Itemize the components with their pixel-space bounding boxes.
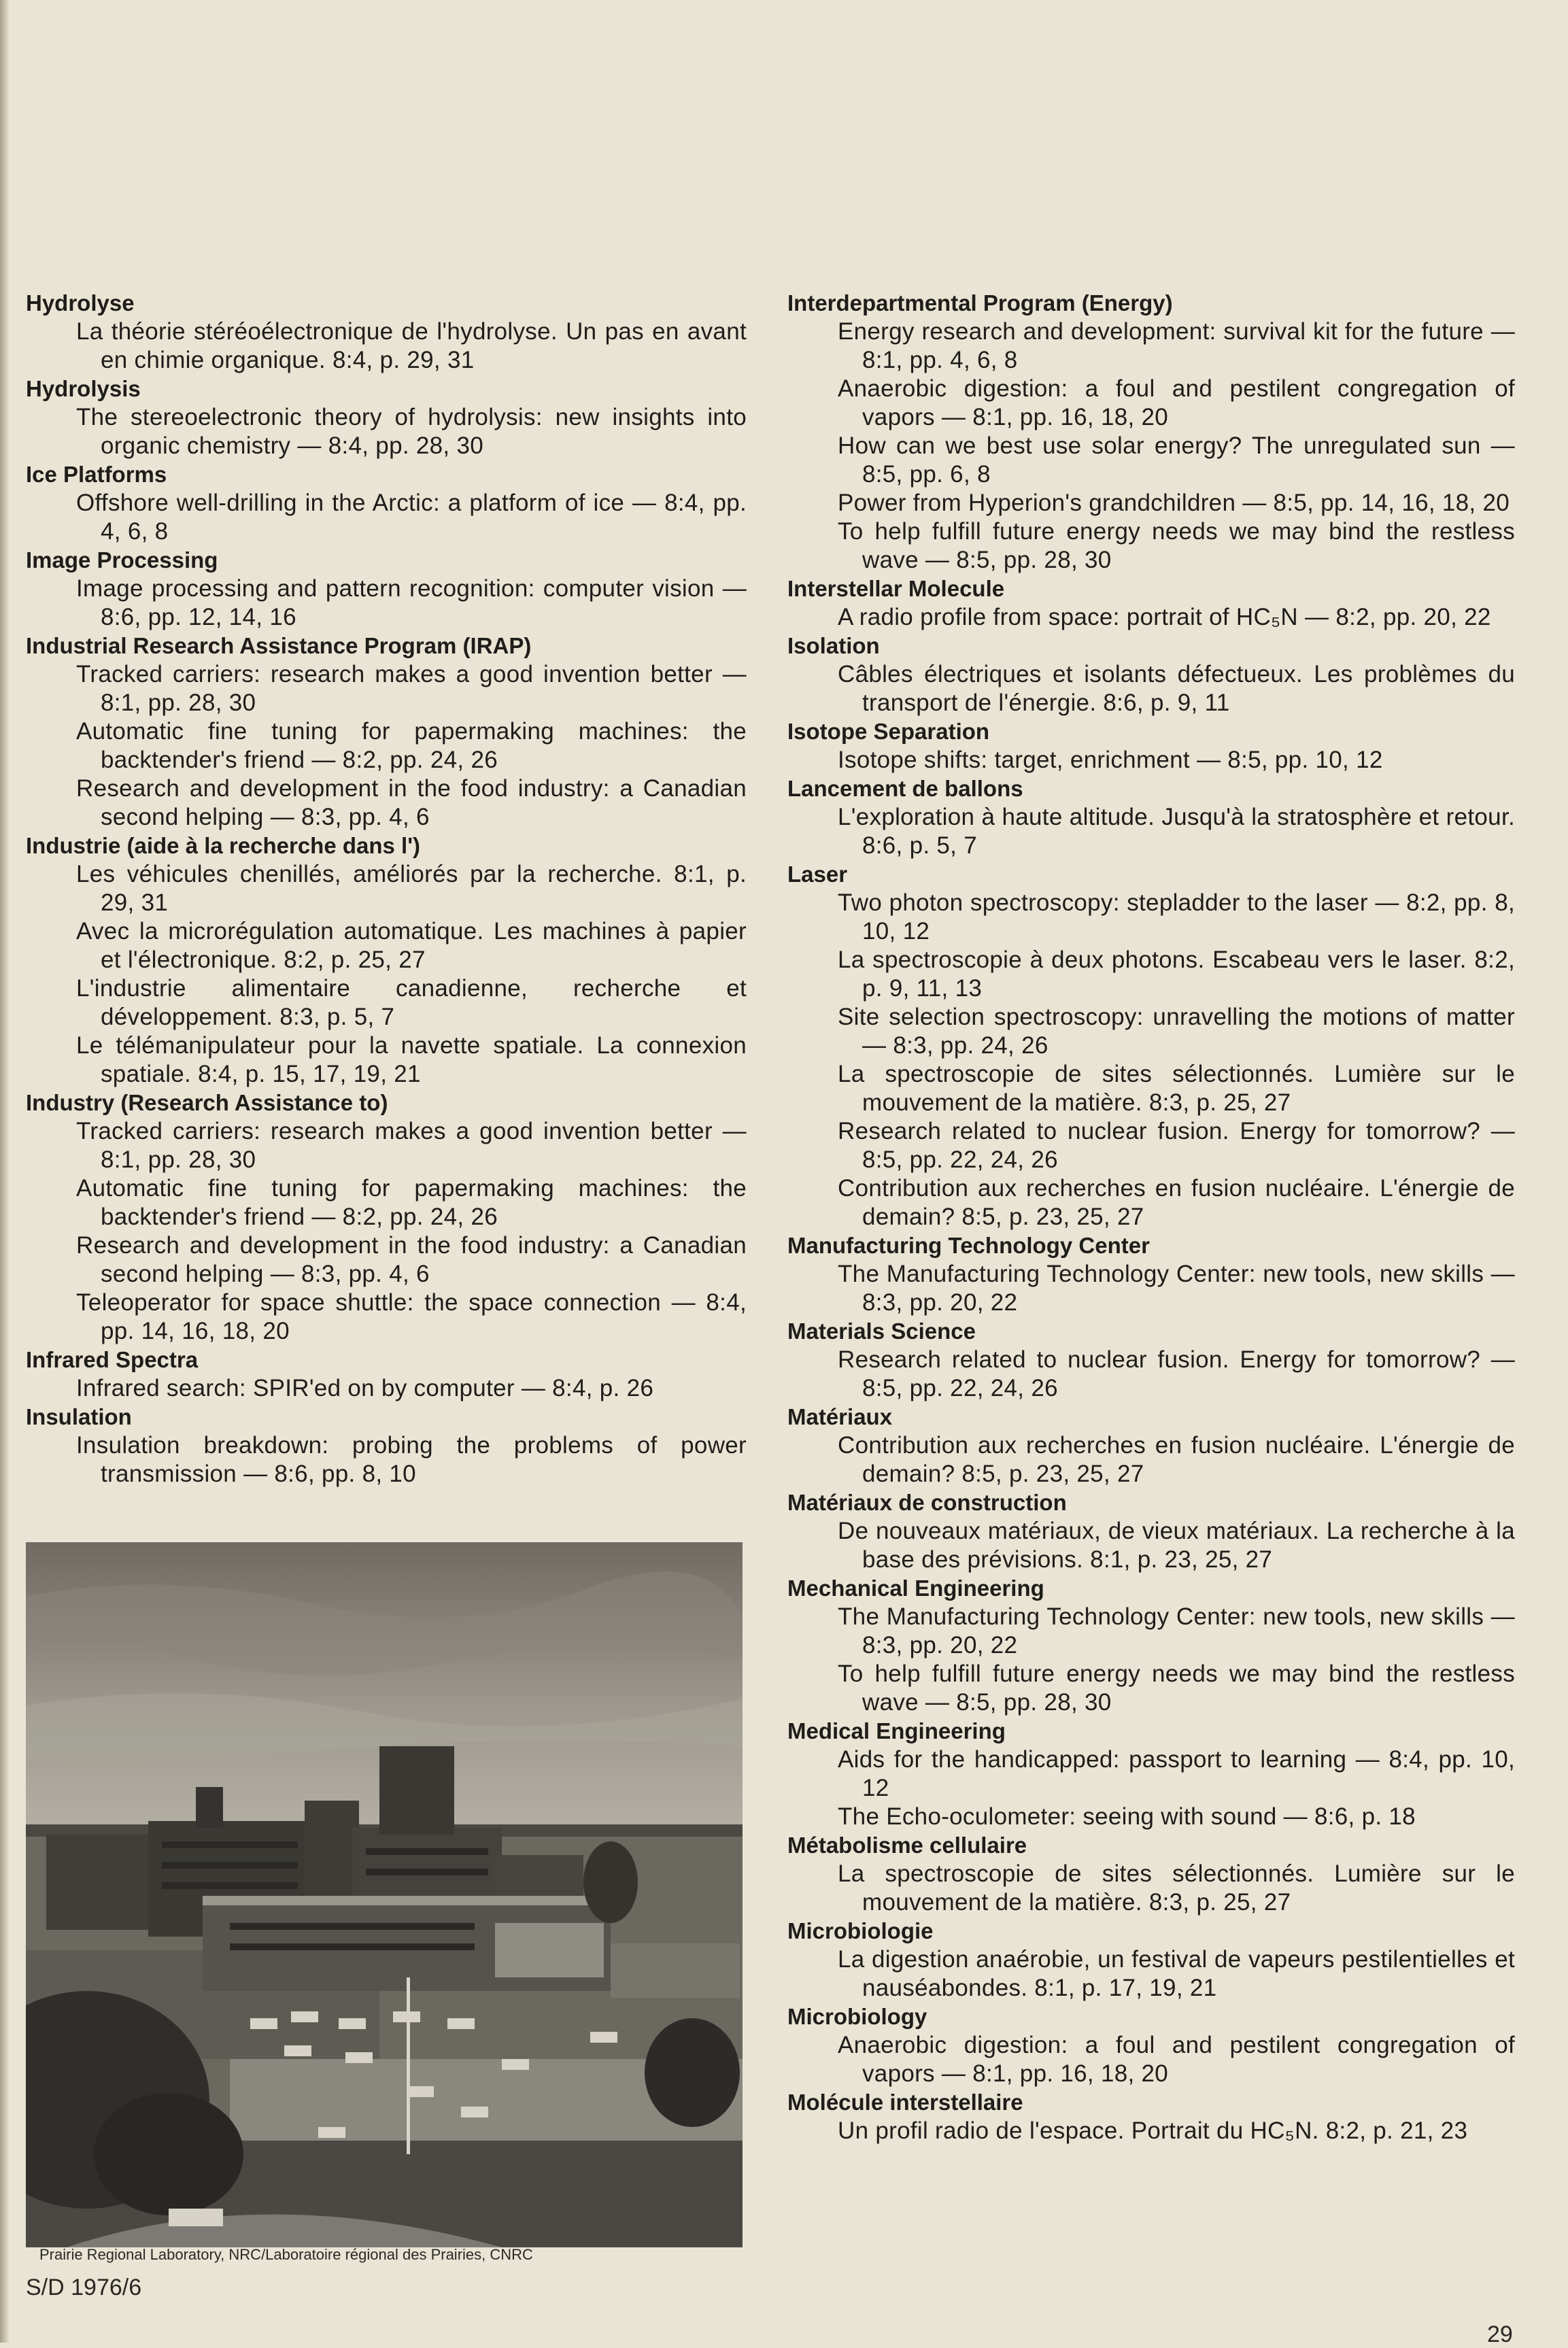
- index-entry: Insulation breakdown: probing the problems of power transmission — 8:6, pp. 8, 10: [76, 1432, 747, 1487]
- index-heading: Industrial Research Assistance Program (IRAP): [26, 633, 532, 658]
- index-entry: Research related to nuclear fusion. Energy for tomorrow? — 8:5, pp. 22, 24, 26: [838, 1346, 1515, 1401]
- index-heading: Mechanical Engineering: [787, 1576, 1044, 1601]
- index-heading: Interstellar Molecule: [787, 576, 1005, 601]
- index-entry: L'industrie alimentaire canadienne, recherche et développement. 8:3, p. 5, 7: [76, 975, 747, 1030]
- index-entry: Anaerobic digestion: a foul and pestilent congregation of vapors — 8:1, pp. 16, 18, 20: [838, 375, 1515, 430]
- index-entry: Automatic fine tuning for papermaking machines: the backtender's friend — 8:2, pp. 24, 26: [76, 1175, 747, 1230]
- index-entry: L'exploration à haute altitude. Jusqu'à la stratosphère et retour. 8:6, p. 5, 7: [838, 804, 1515, 859]
- index-entry: To help fulfill future energy needs we may bind the restless wave — 8:5, pp. 28, 30: [838, 518, 1515, 573]
- index-entry: To help fulfill future energy needs we may bind the restless wave — 8:5, pp. 28, 30: [838, 1661, 1515, 1716]
- index-entry: The stereoelectronic theory of hydrolysis: new insights into organic chemistry — 8:4, pp. 28, 30: [76, 404, 747, 459]
- index-entry: La théorie stéréoélectronique de l'hydrolyse. Un pas en avant en chimie organique. 8:4, p. 29, 31: [76, 318, 747, 373]
- index-entry: Contribution aux recherches en fusion nucléaire. L'énergie de demain? 8:5, p. 23, 25, 27: [838, 1175, 1515, 1230]
- index-entry: Automatic fine tuning for papermaking machines: the backtender's friend — 8:2, pp. 24, 26: [76, 718, 747, 773]
- index-heading: Molécule interstellaire: [787, 2090, 1023, 2115]
- index-entry: La spectroscopie à deux photons. Escabeau vers le laser. 8:2, p. 9, 11, 13: [838, 947, 1515, 1002]
- index-left-column: [26, 289, 747, 1488]
- index-entry: Research and development in the food industry: a Canadian second helping — 8:3, pp. 4, 6: [76, 1232, 747, 1287]
- index-entry: Un profil radio de l'espace. Portrait du HC₅N. 8:2, p. 21, 23: [838, 2117, 1468, 2144]
- index-entry: Contribution aux recherches en fusion nucléaire. L'énergie de demain? 8:5, p. 23, 25, 27: [838, 1432, 1515, 1487]
- index-heading: Industry (Research Assistance to): [26, 1090, 388, 1115]
- index-entry: La digestion anaérobie, un festival de vapeurs pestilentielles et nauséabondes. 8:1, p. 17, 19, 21: [838, 1946, 1515, 2001]
- index-entry: Anaerobic digestion: a foul and pestilent congregation of vapors — 8:1, pp. 16, 18, 20: [838, 2032, 1515, 2087]
- index-entry: The Echo-oculometer: seeing with sound — 8:6, p. 18: [838, 1803, 1416, 1830]
- index-heading: Matériaux: [787, 1404, 893, 1429]
- index-entry: Two photon spectroscopy: stepladder to the laser — 8:2, pp. 8, 10, 12: [838, 889, 1515, 945]
- index-entry: Câbles électriques et isolants défectueux. Les problèmes du transport de l'énergie. 8:6, p. 9, 11: [838, 661, 1515, 716]
- index-entry: A radio profile from space: portrait of HC₅N — 8:2, pp. 20, 22: [838, 604, 1491, 630]
- index-heading: Infrared Spectra: [26, 1347, 199, 1372]
- index-entry: Infrared search: SPIR'ed on by computer — 8:4, p. 26: [76, 1375, 654, 1401]
- page-number: 29: [1487, 2321, 1513, 2347]
- page-binding-shadow: [0, 0, 10, 2343]
- index-entry: Site selection spectroscopy: unravelling the motions of matter — 8:3, pp. 24, 26: [838, 1004, 1515, 1059]
- index-heading: Métabolisme cellulaire: [787, 1833, 1027, 1858]
- index-heading: Matériaux de construction: [787, 1490, 1067, 1515]
- index-entry: Aids for the handicapped: passport to learning — 8:4, pp. 10, 12: [838, 1746, 1515, 1801]
- index-entry: The Manufacturing Technology Center: new tools, new skills — 8:3, pp. 20, 22: [838, 1603, 1515, 1658]
- index-entry: Research related to nuclear fusion. Energy for tomorrow? — 8:5, pp. 22, 24, 26: [838, 1118, 1515, 1173]
- index-entry: La spectroscopie de sites sélectionnés. Lumière sur le mouvement de la matière. 8:3, p. 25, 27: [838, 1860, 1515, 1916]
- issue-footer: S/D 1976/6: [26, 2275, 142, 2300]
- index-entry: How can we best use solar energy? The unregulated sun — 8:5, pp. 6, 8: [838, 432, 1515, 488]
- index-heading: Microbiologie: [787, 1918, 934, 1943]
- index-entry: Power from Hyperion's grandchildren — 8:5, pp. 14, 16, 18, 20: [838, 490, 1510, 516]
- index-heading: Isotope Separation: [787, 719, 990, 744]
- index-heading: Lancement de ballons: [787, 776, 1023, 801]
- index-heading: Ice Platforms: [26, 462, 167, 487]
- index-heading: Medical Engineering: [787, 1718, 1006, 1743]
- index-heading: Materials Science: [787, 1318, 976, 1344]
- index-entry: Image processing and pattern recognition: computer vision — 8:6, pp. 12, 14, 16: [76, 575, 747, 630]
- index-heading: Manufacturing Technology Center: [787, 1233, 1150, 1258]
- index-entry: Isotope shifts: target, enrichment — 8:5, pp. 10, 12: [838, 747, 1383, 773]
- index-heading: Isolation: [787, 633, 880, 658]
- index-heading: Insulation: [26, 1404, 132, 1429]
- index-entry: The Manufacturing Technology Center: new tools, new skills — 8:3, pp. 20, 22: [838, 1261, 1515, 1316]
- index-entry: Tracked carriers: research makes a good invention better — 8:1, pp. 28, 30: [76, 661, 747, 716]
- index-heading: Laser: [787, 862, 848, 887]
- index-entry: Teleoperator for space shuttle: the space connection — 8:4, pp. 14, 16, 18, 20: [76, 1289, 747, 1344]
- photo-caption: Prairie Regional Laboratory, NRC/Laboratoire régional des Prairies, CNRC: [39, 2246, 533, 2263]
- index-heading: Industrie (aide à la recherche dans l'): [26, 833, 421, 858]
- index-entry: Les véhicules chenillés, améliorés par la recherche. 8:1, p. 29, 31: [76, 861, 747, 916]
- index-entry: Offshore well-drilling in the Arctic: a platform of ice — 8:4, pp. 4, 6, 8: [76, 490, 747, 545]
- index-entry: Le télémanipulateur pour la navette spatiale. La connexion spatiale. 8:4, p. 15, 17, 19, 21: [76, 1032, 747, 1087]
- index-entry: Energy research and development: survival kit for the future — 8:1, pp. 4, 6, 8: [838, 318, 1515, 373]
- index-right-column: [787, 289, 1515, 2145]
- index-entry: Avec la microrégulation automatique. Les machines à papier et l'électronique. 8:2, p. 25, 27: [76, 918, 747, 973]
- index-entry: Tracked carriers: research makes a good invention better — 8:1, pp. 28, 30: [76, 1118, 747, 1173]
- index-heading: Hydrolysis: [26, 376, 141, 401]
- index-entry: La spectroscopie de sites sélectionnés. Lumière sur le mouvement de la matière. 8:3, p. 25, 27: [838, 1061, 1515, 1116]
- laboratory-photo: [26, 1542, 743, 2247]
- index-heading: Interdepartmental Program (Energy): [787, 290, 1173, 316]
- index-heading: Hydrolyse: [26, 290, 135, 316]
- index-heading: Image Processing: [26, 547, 218, 573]
- index-heading: Microbiology: [787, 2004, 927, 2029]
- index-entry: De nouveaux matériaux, de vieux matériaux. La recherche à la base des prévisions. 8:1, p. 23, 25, 27: [838, 1518, 1515, 1573]
- index-entry: Research and development in the food industry: a Canadian second helping — 8:3, pp. 4, 6: [76, 775, 747, 830]
